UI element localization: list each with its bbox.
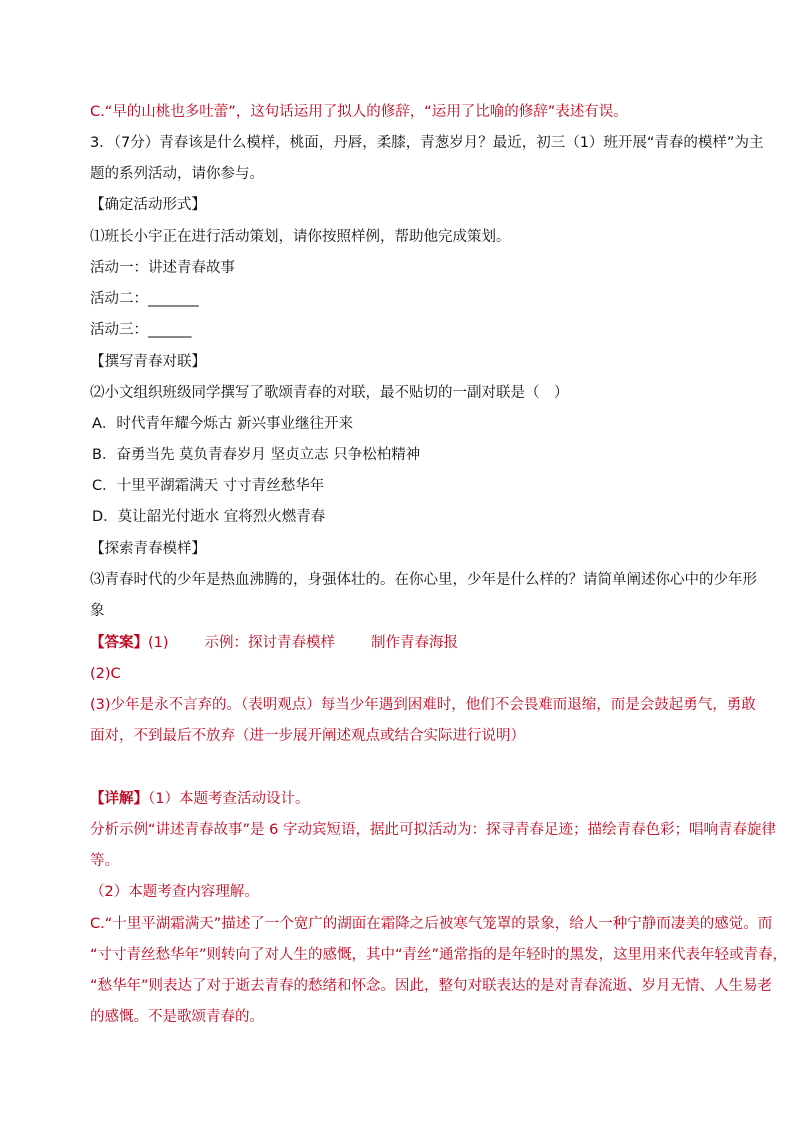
explanation-part-2-body-line2: “寸寸青丝愁华年”则转向了对人生的感慨，其中“青丝”通常指的是年轻时的黑发，这里用来代表年轻或青春， xyxy=(90,947,788,963)
section-heading-explore: 【探索青春模样】 xyxy=(90,541,206,557)
answer-line-1 xyxy=(90,633,458,653)
sub-question-3-line1: ⑶青春时代的少年是热血沸腾的，身强体壮的。在你心里，少年是什么样的？请简单阐述你心中的少年形 xyxy=(90,572,757,588)
answer-part-3-line1: (3)少年是永不言弃的。（表明观点）每当少年遇到困难时，他们不会畏难而退缩，而是会鼓起勇气，勇敢 xyxy=(90,697,756,713)
question-3-stem-line2: 题的系列活动，请你参与。 xyxy=(90,166,264,182)
answer-part-3-line2: 面对，不到最后不放弃（进一步展开阐述观点或结合实际进行说明） xyxy=(90,728,525,744)
explanation-part-1-body-line2: 等。 xyxy=(90,853,119,869)
answer-example-1: 示例：探讨青春模样 xyxy=(204,635,336,651)
explanation-part-2-body-line3: “愁华年”则表达了对于逝去青春的愁绪和怀念。因此，整句对联表达的是对青春流逝、岁月无情、人生易老 xyxy=(90,978,773,994)
explanation-tag: 【详解】 xyxy=(90,791,148,807)
explanation-part-2-body-line1: C.“十里平湖霜满天”描述了一个宽广的湖面在霜降之后被寒气笼罩的景象，给人一种宁静而凄美的感觉。而 xyxy=(90,916,773,932)
answer-part-1-label: (1) xyxy=(148,635,169,651)
explanation-part-2-title: （2）本题考查内容理解。 xyxy=(90,884,259,900)
answer-part-2: (2)C xyxy=(90,666,121,682)
section-heading-activity-form: 【确定活动形式】 xyxy=(90,197,206,213)
activity-two: 活动二：_______ xyxy=(90,291,199,307)
sub-question-1: ⑴班长小宇正在进行活动策划，请你按照样例，帮助他完成策划。 xyxy=(90,229,511,245)
answer-example-2: 制作青春海报 xyxy=(371,635,459,651)
option-a: A．时代青年耀今烁古 新兴事业继往开来 xyxy=(92,416,354,432)
activity-one: 活动一：讲述青春故事 xyxy=(90,260,235,276)
explanation-line-1 xyxy=(90,789,309,809)
explanation-part-1-body-line1: 分析示例“讲述青春故事”是 6 字动宾短语，据此可拟活动为：探寻青春足迹；描绘青春色彩；唱响青春旋律 xyxy=(90,822,776,838)
sub-question-3-line2: 象 xyxy=(90,603,105,619)
option-c-explanation: C.“早的山桃也多吐蕾”，这句话运用了拟人的修辞，“运用了比喻的修辞”表述有误。 xyxy=(90,104,628,120)
explanation-part-1-title: （1）本题考查活动设计。 xyxy=(148,791,310,807)
answer-tag: 【答案】 xyxy=(90,635,148,651)
activity-three: 活动三：______ xyxy=(90,322,192,338)
option-d: D．莫让韶光付逝水 宜将烈火燃青春 xyxy=(92,509,326,525)
option-b: B．奋勇当先 莫负青春岁月 坚贞立志 只争松柏精神 xyxy=(92,447,421,463)
option-c: C．十里平湖霜满天 寸寸青丝愁华年 xyxy=(92,478,325,494)
explanation-part-2-body-line4: 的感慨。不是歌颂青春的。 xyxy=(90,1009,264,1025)
question-3-stem-line1: 3．（7分）青春该是什么模样，桃面，丹唇，柔膝，青葱岁月？最近，初三（1）班开展“青春的模样”为主 xyxy=(90,135,764,151)
section-heading-couplet: 【撰写青春对联】 xyxy=(90,354,206,370)
sub-question-2: ⑵小文组织班级同学撰写了歌颂青春的对联，最不贴切的一副对联是（ ） xyxy=(90,385,569,401)
